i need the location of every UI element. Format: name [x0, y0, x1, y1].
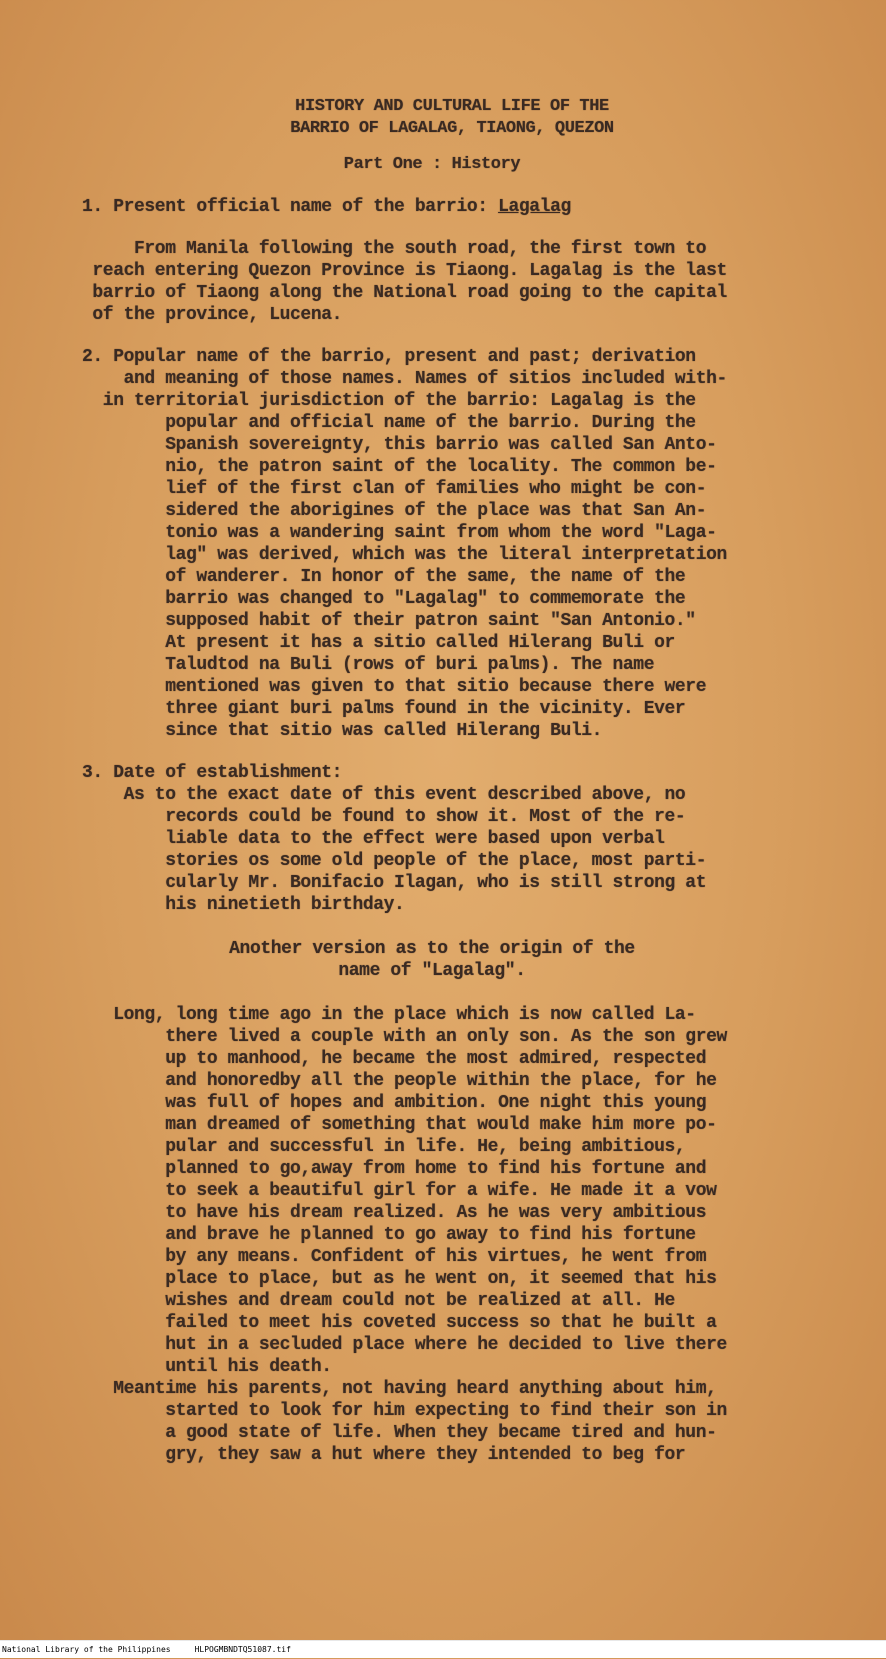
another-version-heading	[82, 938, 782, 982]
item-3-date-text: As to the exact date of this event described above, no records could be found to show it. Most of the re- liable data to the effect were based upon verbal stories os some old people of the place, most parti- cularly Mr. Bonifacio Ilagan, who is still strong at his ninetieth birthday.	[123, 785, 707, 915]
paragraph-location: From Manila following the south road, the first town to reach entering Quezon Province is Tiaong. Lagalag is the last barrio of Tiaong along the National road going to the capital of the province, Lucena.	[92, 239, 727, 325]
title-line-1: HISTORY AND CULTURAL LIFE OF THE	[295, 97, 609, 116]
footer-library: National Library of the Philippines	[2, 1645, 171, 1654]
barrio-name: Lagalag	[498, 197, 571, 217]
another-version-line-2: name of "Lagalag".	[338, 961, 526, 981]
item-1-label: 1. Present official name of the barrio:	[82, 197, 499, 217]
another-version-line-1: Another version as to the origin of the	[229, 939, 635, 959]
scan-footer	[0, 1640, 886, 1658]
title-line-2: BARRIO OF LAGALAG, TIAONG, QUEZON	[290, 119, 614, 138]
item-1-heading	[82, 196, 782, 218]
story-paragraph-1: Long, long time ago in the place which is now called La- there lived a couple with an only son. As the son grew up to manhood, he became the most admired, respected and honoredby all the people within the place, for he was full of hopes and ambition. One night this young man dreamed of something that would make him more po- pular and successful in life. He, being ambitious, planned to go,away from home to find his fortune and to seek a beautiful girl for a wife. He made it a vow to have his dream realized. As he was very ambitious and brave he planned to go away to find his fortune by any means. Confident of his virtues, he went from place to place, but as he went on, it seemed that his wishes and dream could not be realized at all. He failed to meet his coveted success so that he built a hut in a secluded place where he decided to live there until his death.	[113, 1005, 727, 1377]
typewritten-document	[82, 96, 782, 1466]
item-2-popular-name: 2. Popular name of the barrio, present and past; derivation and meaning of those names. Names of sitios included with- in territorial jurisdiction of the barrio: Lagalag is the popular and official name of the barrio. During the Spanish sovereignty, this barrio was called San Anto- nio, the patron saint of the locality. The common be- lief of the first clan of families who might be con- sidered the aborigines of the place was that San An- tonio was a wandering saint from whom the word "Laga- lag" was derived, which was the literal interpretation of wanderer. In honor of the same, the name of the barrio was changed to "Lagalag" to commemorate the supposed habit of their patron saint "San Antonio." At present it has a sitio called Hilerang Buli or Taludtod na Buli (rows of buri palms). The name mentioned was given to that sitio because there were three giant buri palms found in the vicinity. Ever since that sitio was called Hilerang Buli.	[82, 347, 727, 741]
item-3-heading: 3. Date of establishment:	[82, 763, 343, 783]
footer-file-id: HLPOGMBNDTQ51087.tif	[194, 1645, 291, 1654]
part-heading: Part One : History	[343, 155, 521, 174]
document-title	[142, 96, 762, 140]
story-paragraph-2: Meantime his parents, not having heard anything about him, started to look for him expecting to find their son in a good state of life. When they became tired and hun- gry, they saw a hut where they intended to beg for	[113, 1379, 727, 1465]
